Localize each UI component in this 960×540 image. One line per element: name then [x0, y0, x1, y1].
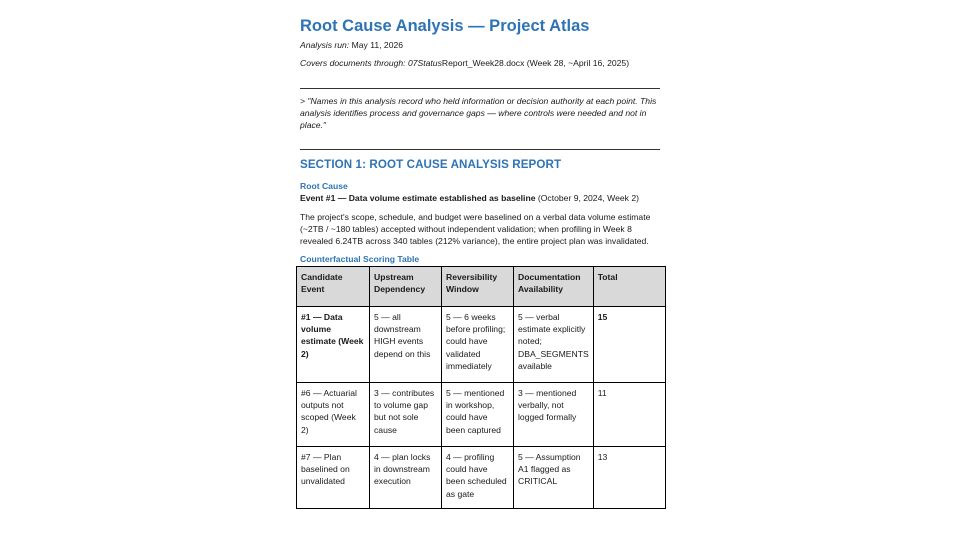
disclaimer-quote: > "Names in this analysis record who held information or decision authority at each point. This analysis identifies process and governance gaps — where controls were needed and not in place." [300, 96, 657, 131]
table-cell: 4 — profiling could have been scheduled as gate [442, 447, 514, 509]
table-row [297, 383, 666, 447]
event-title: Event #1 — Data volume estimate established as baseline [300, 193, 536, 203]
table-header-row [297, 267, 666, 307]
analysis-run-label: Analysis run: [300, 40, 350, 50]
table-cell: 5 — all downstream HIGH events depend on this [370, 307, 442, 383]
table-cell: 3 — contributes to volume gap but not sole cause [370, 383, 442, 447]
header-candidate-event: Candidate Event [297, 267, 370, 307]
table-cell: 4 — plan locks in downstream execution [370, 447, 442, 509]
table-cell: #6 — Actuarial outputs not scoped (Week 2) [297, 383, 370, 447]
covers-value: Report_Week28.docx (Week 28, ~April 16, 2025) [441, 58, 630, 68]
header-reversibility-window: Reversibility Window [442, 267, 514, 307]
table-cell: 5 — mentioned in workshop, could have been captured [442, 383, 514, 447]
table-cell: #7 — Plan baselined on unvalidated [297, 447, 370, 509]
table-cell: 15 [593, 307, 665, 383]
analysis-run-line [300, 40, 403, 50]
table-cell: 5 — 6 weeks before profiling; could have validated immediately [442, 307, 514, 383]
root-cause-heading: Root Cause [300, 181, 348, 191]
covers-file-italic: 07Status [405, 58, 442, 68]
header-documentation-availability: Documentation Availability [514, 267, 594, 307]
header-total: Total [593, 267, 665, 307]
document-title: Root Cause Analysis — Project Atlas [300, 17, 590, 35]
table-cell: 11 [593, 383, 665, 447]
root-cause-event [300, 193, 639, 203]
divider [300, 149, 660, 150]
section-heading: SECTION 1: ROOT CAUSE ANALYSIS REPORT [300, 158, 562, 171]
table-cell: 3 — mentioned verbally, not logged formally [514, 383, 594, 447]
table-cell: 5 — Assumption A1 flagged as CRITICAL [514, 447, 594, 509]
table-row [297, 447, 666, 509]
covers-label: Covers documents through: [300, 58, 406, 68]
event-date: (October 9, 2024, Week 2) [535, 193, 639, 203]
table-cell: 13 [593, 447, 665, 509]
covers-line [300, 58, 629, 68]
divider [300, 88, 660, 89]
table-cell: 5 — verbal estimate explicitly noted; DBA_SEGMENTS available [514, 307, 594, 383]
table-row [297, 307, 666, 383]
header-upstream-dependency: Upstream Dependency [370, 267, 442, 307]
counterfactual-scoring-table [296, 266, 666, 509]
table-heading: Counterfactual Scoring Table [300, 254, 420, 264]
table-cell: #1 — Data volume estimate (Week 2) [297, 307, 370, 383]
analysis-run-value: May 11, 2026 [349, 40, 404, 50]
root-cause-paragraph: The project's scope, schedule, and budget were baselined on a verbal data volume estimate (~2TB / ~180 tables) accepted without independent validation; when profiling in Week 8 revealed 6.24TB across 340 tables (212% variance), the entire project plan was invalidated. [300, 212, 651, 247]
